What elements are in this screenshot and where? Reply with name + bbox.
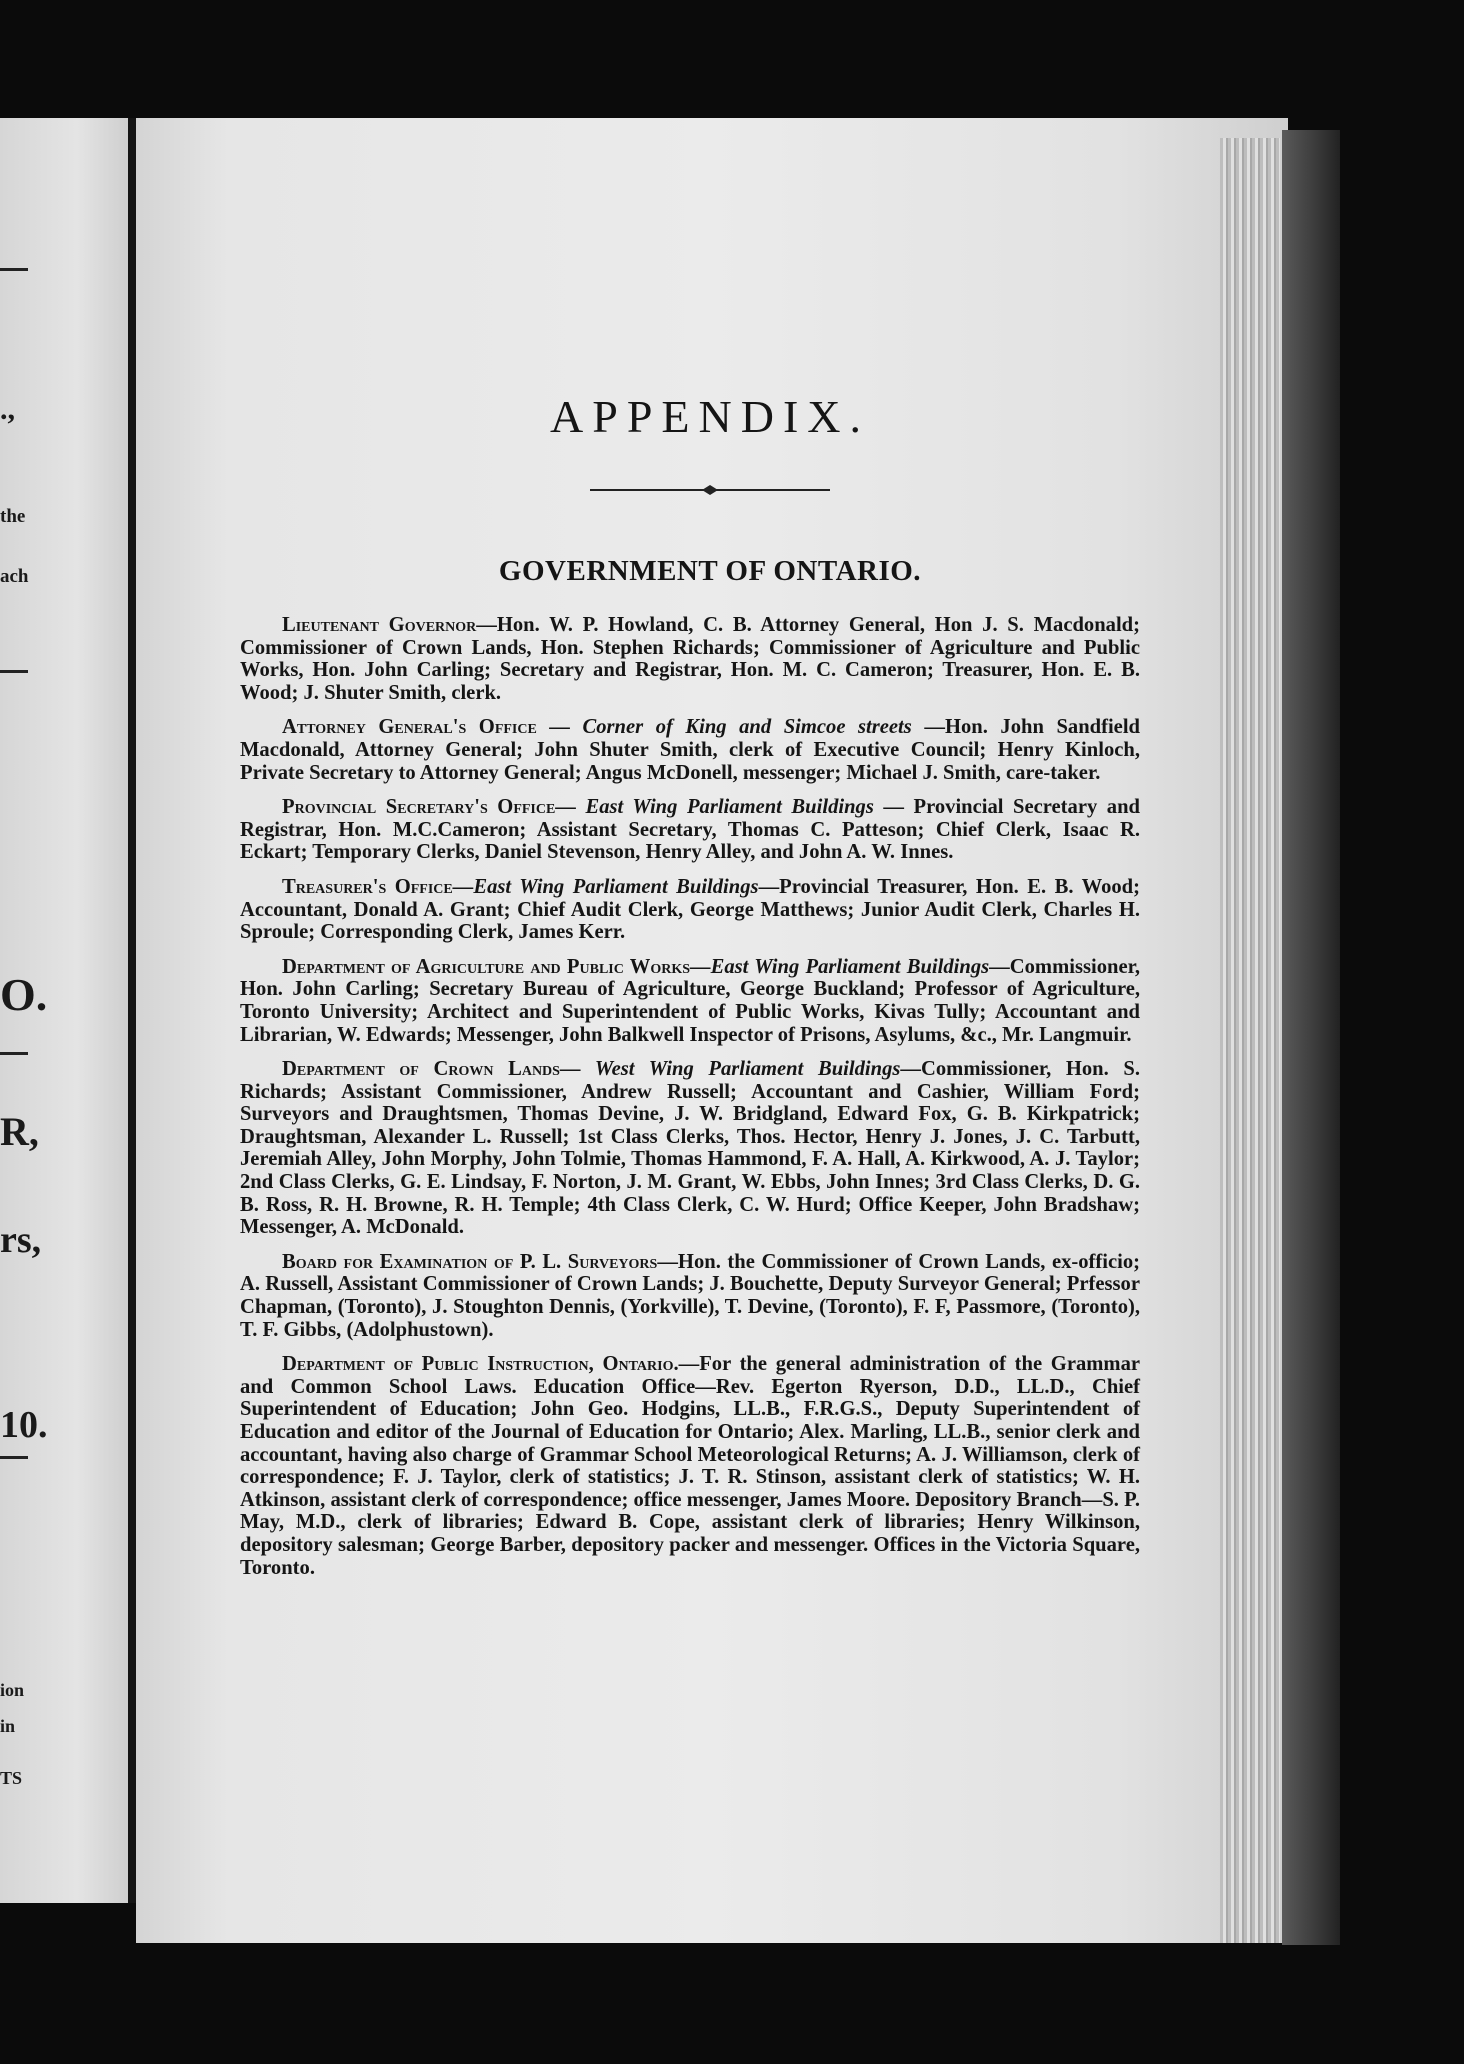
page-content bbox=[240, 390, 1140, 1591]
left-fragment: the bbox=[0, 506, 26, 527]
entry-board-surveyors: Board for Examination of P. L. Surveyors—Hon. the Commissioner of Crown Lands, ex-officio; A. Russell, Assistant Commissioner of Crown Lands; J. Bouchette, Deputy Surveyor General; Prfessor Chapman, (Toronto), J. Stoughton Dennis, (Yorkville), T. Devine, (Toronto), F. F, Passmore, (Toronto), T. F. Gibbs, (Adolphustown). bbox=[240, 1250, 1140, 1341]
entry-public-instruction: Department of Public Instruction, Ontario.—For the general administration of the Grammar and Common School Laws. Education Office—Rev. Egerton Ryerson, D.D., LL.D., Chief Superintendent of Education; John Geo. Hodgins, LL.B., F.R.G.S., Deputy Superintendent of Education and editor of the Journal of Education for Ontario; Alex. Marling, LL.B., senior clerk and accountant, having also charge of Grammar School Meteorological Returns; A. J. Williamson, clerk of correspondence; F. J. Taylor, clerk of statistics; J. T. R. Stinson, assistant clerk of statistics; W. H. Atkinson, assistant clerk of correspondence; office messenger, James Moore. Depository Branch—S. P. May, M.D., clerk of libraries; Edward B. Cope, assistant clerk of libraries; Henry Wilkinson, depository salesman; George Barber, depository packer and messenger. Offices in the Victoria Square, Toronto. bbox=[240, 1353, 1141, 1579]
page-title: APPENDIX. bbox=[550, 391, 870, 442]
rule bbox=[0, 1052, 28, 1055]
gutter bbox=[128, 118, 136, 1903]
left-fragment: O. bbox=[0, 969, 48, 1020]
entry-agriculture-public-works: Department of Agriculture and Public Works—East Wing Parliament Buildings—Commissioner, Hon. John Carling; Secretary Bureau of Agriculture, George Buckland; Professor of Agriculture, Toronto University; Architect and Superintendent of Public Works, Kivas Tully; Accountant and Librarian, W. Edwards; Messenger, John Balkwell Inspector of Prisons, Asylums, &c., Mr. Langmuir. bbox=[240, 955, 1140, 1046]
rule bbox=[0, 670, 28, 673]
left-fragment: 10. bbox=[0, 1404, 48, 1446]
left-fragment: ach bbox=[0, 566, 29, 587]
page-edge bbox=[1220, 138, 1280, 1943]
left-fragment: ., bbox=[0, 393, 15, 426]
entry-crown-lands: Department of Crown Lands— West Wing Parliament Buildings—Commissioner, Hon. S. Richards; Assistant Commissioner, Andrew Russell; Accountant and Cashier, William Ford; Surveyors and Draughtsmen, Thomas Devine, J. W. Bridgland, Edward Fox, G. B. Kirkpatrick; Draughtsman, Alexander L. Russell; 1st Class Clerks, Thos. Hector, Henry J. Jones, J. C. Tarbutt, Jeremiah Alley, John Morphy, John Tolmie, Thomas Hammond, F. A. Hall, A. Kirkwood, A. J. Taylor; 2nd Class Clerks, G. E. Lindsay, F. Norton, J. M. Grant, W. Ebbs, John Innes; 3rd Class Clerks, D. G. B. Ross, R. H. Browne, R. H. Temple; 4th Class Clerk, C. W. Hurd; Office Keeper, John Bradshaw; Messenger, A. McDonald. bbox=[240, 1058, 1141, 1239]
rule bbox=[0, 268, 28, 271]
entry-lieutenant-governor: Lieutenant Governor—Hon. W. P. Howland, C. B. Attorney General, Hon J. S. Macdonald; Commissioner of Crown Lands, Hon. Stephen Richards; Commissioner of Agriculture and Public Works, Hon. John Carling; Secretary and Registrar, Hon. M. C. Cameron; Treasurer, Hon. E. B. Wood; J. Shuter Smith, clerk. bbox=[240, 614, 1140, 704]
rule bbox=[0, 1456, 28, 1459]
section-heading: GOVERNMENT OF ONTARIO. bbox=[498, 555, 922, 587]
entry-provincial-secretary-office: Provincial Secretary's Office— East Wing Parliament Buildings — Provincial Secretary and Registrar, Hon. M.C.Cameron; Assistant Secretary, Thomas C. Patteson; Chief Clerk, Isaac R. Eckart; Temporary Clerks, Daniel Stevenson, Henry Alley, and John A. W. Innes. bbox=[240, 796, 1141, 864]
entry-attorney-general-office: Attorney General's Office — Corner of King and Simcoe streets —Hon. John Sandfield Macdonald, Attorney General; John Shuter Smith, clerk of Executive Council; Henry Kinloch, Private Secretary to Attorney General; Angus McDonell, messenger; Michael J. Smith, care-taker. bbox=[240, 716, 1140, 784]
ornament-divider bbox=[550, 483, 830, 497]
left-fragment: R, bbox=[0, 1109, 39, 1154]
left-fragment: ion bbox=[0, 1680, 25, 1700]
left-page-fragment bbox=[0, 118, 128, 1903]
book-cover-edge bbox=[1282, 130, 1340, 1945]
entry-treasurer-office: Treasurer's Office—East Wing Parliament Buildings—Provincial Treasurer, Hon. E. B. Wood; Accountant, Donald A. Grant; Chief Audit Clerk, George Matthews; Junior Audit Clerk, Charles H. Sproule; Corresponding Clerk, James Kerr. bbox=[240, 875, 1140, 944]
left-fragment: TS bbox=[0, 1768, 23, 1788]
left-fragment: rs, bbox=[0, 1219, 42, 1261]
left-fragment: in bbox=[0, 1716, 16, 1736]
